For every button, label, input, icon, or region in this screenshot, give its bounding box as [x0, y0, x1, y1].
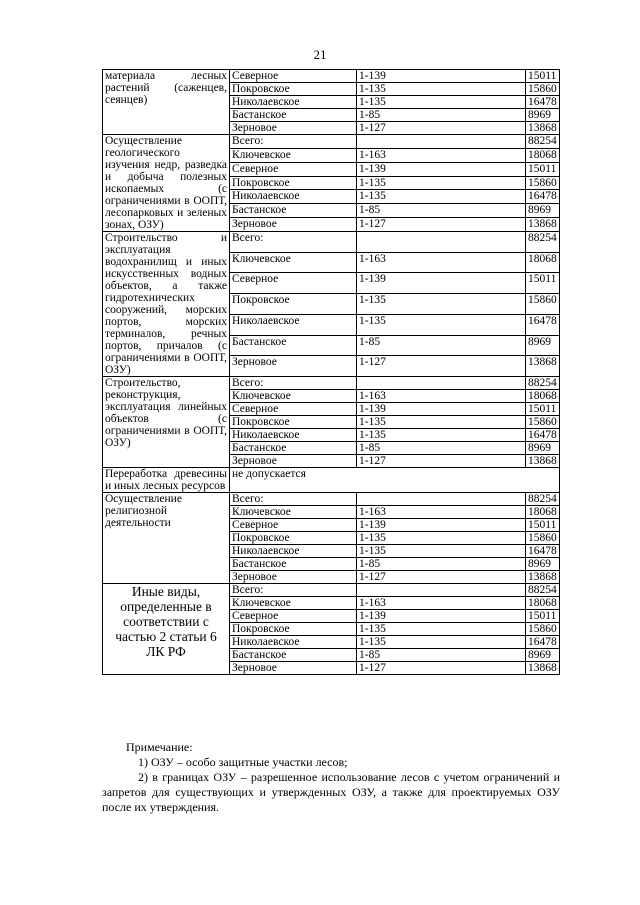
forest-use-table: [102, 69, 560, 675]
quarters-cell: 1-135: [357, 96, 526, 109]
quarters-cell: 1-135: [357, 176, 526, 190]
table-row: [103, 70, 560, 83]
note-item: 2) в границах ОЗУ – разрешенное использование лесов с учетом ограничений и запретов для существующих и утвержденных ОЗУ, а также для проектируемых ОЗУ после их утверждения.: [102, 770, 560, 814]
area-cell: 15011: [526, 70, 560, 83]
forestry-cell: Всего:: [230, 232, 357, 253]
area-cell: 13868: [526, 571, 560, 584]
forestry-cell: Ключевское: [230, 597, 357, 610]
area-cell: 88254: [526, 377, 560, 390]
area-cell: 8969: [526, 558, 560, 571]
quarters-cell: 1-85: [357, 649, 526, 662]
forestry-cell: Ключевское: [230, 506, 357, 519]
area-cell: 8969: [526, 204, 560, 218]
quarters-cell: 1-127: [357, 356, 526, 377]
forestry-cell: Бастанское: [230, 649, 357, 662]
table-row: [103, 493, 560, 506]
activity-cell: Строительство и эксплуатация водохранилищ и иных искусственных водных объектов, а также гидротехнических сооружений, морских портов, морских терминалов, речных портов, причалов (с ограничениями в ООПТ, ОЗУ): [103, 232, 230, 377]
forestry-cell: Николаевское: [230, 636, 357, 649]
area-cell: 15011: [526, 403, 560, 416]
forestry-cell: Покровское: [230, 83, 357, 96]
area-cell: 13868: [526, 218, 560, 232]
forestry-cell: Северное: [230, 273, 357, 294]
area-cell: 13868: [526, 662, 560, 675]
activity-cell: Осуществление религиозной деятельности: [103, 493, 230, 584]
quarters-cell: 1-163: [357, 148, 526, 162]
quarters-cell: 1-135: [357, 190, 526, 204]
area-cell: 18068: [526, 252, 560, 273]
quarters-cell: 1-127: [357, 122, 526, 135]
forestry-cell: Зерновое: [230, 218, 357, 232]
notes-title: Примечание:: [126, 740, 193, 754]
forestry-cell: Ключевское: [230, 390, 357, 403]
quarters-cell: 1-135: [357, 416, 526, 429]
area-cell: 18068: [526, 506, 560, 519]
quarters-cell: [357, 232, 526, 253]
activity-cell: Строительство, реконструкция, эксплуатация линейных объектов (с ограничениями в ООПТ, ОЗУ): [103, 377, 230, 468]
table-row: [103, 468, 560, 493]
quarters-cell: 1-139: [357, 403, 526, 416]
quarters-cell: 1-139: [357, 162, 526, 176]
area-cell: 15860: [526, 532, 560, 545]
quarters-cell: 1-135: [357, 623, 526, 636]
area-cell: 15860: [526, 294, 560, 315]
area-cell: 15860: [526, 83, 560, 96]
area-cell: 8969: [526, 442, 560, 455]
forestry-cell: Покровское: [230, 623, 357, 636]
area-cell: 16478: [526, 96, 560, 109]
area-cell: 8969: [526, 335, 560, 356]
area-cell: 15011: [526, 273, 560, 294]
quarters-cell: 1-127: [357, 662, 526, 675]
quarters-cell: 1-135: [357, 545, 526, 558]
table-row: [103, 584, 560, 597]
forestry-cell: Николаевское: [230, 429, 357, 442]
area-cell: 16478: [526, 429, 560, 442]
forestry-cell: Бастанское: [230, 335, 357, 356]
forestry-cell: Покровское: [230, 176, 357, 190]
forestry-cell: Николаевское: [230, 545, 357, 558]
area-cell: 88254: [526, 232, 560, 253]
area-cell: 16478: [526, 190, 560, 204]
quarters-cell: 1-85: [357, 204, 526, 218]
quarters-cell: 1-135: [357, 532, 526, 545]
forestry-cell: Всего:: [230, 377, 357, 390]
forestry-cell: Всего:: [230, 584, 357, 597]
forestry-cell: Покровское: [230, 416, 357, 429]
quarters-cell: 1-163: [357, 506, 526, 519]
forestry-cell: Николаевское: [230, 314, 357, 335]
activity-cell: Осуществление геологического изучения недр, разведка и добыча полезных ископаемых (с ограничениями в ООПТ, лесопарковых и зеленых зонах, ОЗУ): [103, 135, 230, 232]
forestry-cell: Зерновое: [230, 122, 357, 135]
table-row: [103, 135, 560, 149]
quarters-cell: [357, 584, 526, 597]
forestry-cell: Бастанское: [230, 109, 357, 122]
page-number: 21: [313, 47, 327, 62]
forestry-cell: Николаевское: [230, 190, 357, 204]
forestry-cell: Ключевское: [230, 148, 357, 162]
forestry-cell: Зерновое: [230, 662, 357, 675]
area-cell: 8969: [526, 109, 560, 122]
area-cell: 88254: [526, 135, 560, 149]
quarters-cell: 1-139: [357, 519, 526, 532]
forestry-cell: Северное: [230, 162, 357, 176]
quarters-cell: 1-163: [357, 597, 526, 610]
quarters-cell: 1-127: [357, 218, 526, 232]
table-row: [103, 377, 560, 390]
quarters-cell: 1-135: [357, 294, 526, 315]
forestry-cell: Бастанское: [230, 204, 357, 218]
quarters-cell: [357, 377, 526, 390]
area-cell: 13868: [526, 455, 560, 468]
area-cell: 88254: [526, 584, 560, 597]
quarters-cell: 1-163: [357, 252, 526, 273]
quarters-cell: [357, 135, 526, 149]
forestry-cell: Северное: [230, 610, 357, 623]
forestry-cell: Бастанское: [230, 558, 357, 571]
quarters-cell: 1-85: [357, 335, 526, 356]
note-cell: не допускается: [230, 468, 560, 493]
quarters-cell: 1-85: [357, 442, 526, 455]
quarters-cell: 1-139: [357, 70, 526, 83]
area-cell: 18068: [526, 597, 560, 610]
quarters-cell: 1-127: [357, 455, 526, 468]
forestry-cell: Покровское: [230, 532, 357, 545]
forestry-cell: Зерновое: [230, 571, 357, 584]
forestry-cell: Северное: [230, 403, 357, 416]
area-cell: 15860: [526, 623, 560, 636]
quarters-cell: 1-85: [357, 109, 526, 122]
area-cell: 15011: [526, 610, 560, 623]
forestry-cell: Всего:: [230, 493, 357, 506]
activity-cell: материала лесных растений (саженцев, сеянцев): [103, 70, 230, 135]
quarters-cell: 1-139: [357, 610, 526, 623]
area-cell: 15860: [526, 176, 560, 190]
area-cell: 88254: [526, 493, 560, 506]
forestry-cell: Ключевское: [230, 252, 357, 273]
quarters-cell: 1-139: [357, 273, 526, 294]
quarters-cell: 1-135: [357, 429, 526, 442]
quarters-cell: 1-135: [357, 636, 526, 649]
quarters-cell: [357, 493, 526, 506]
area-cell: 15011: [526, 519, 560, 532]
forestry-cell: Бастанское: [230, 442, 357, 455]
forestry-cell: Зерновое: [230, 455, 357, 468]
area-cell: 18068: [526, 390, 560, 403]
area-cell: 15011: [526, 162, 560, 176]
forestry-cell: Николаевское: [230, 96, 357, 109]
area-cell: 13868: [526, 356, 560, 377]
quarters-cell: 1-85: [357, 558, 526, 571]
forestry-cell: Северное: [230, 519, 357, 532]
area-cell: 16478: [526, 314, 560, 335]
area-cell: 15860: [526, 416, 560, 429]
area-cell: 18068: [526, 148, 560, 162]
forestry-cell: Всего:: [230, 135, 357, 149]
notes-section: [102, 740, 560, 815]
note-item: 1) ОЗУ – особо защитные участки лесов;: [138, 755, 348, 769]
table-row: [103, 232, 560, 253]
forestry-cell: Северное: [230, 70, 357, 83]
area-cell: 16478: [526, 636, 560, 649]
activity-cell: Переработка древесины и иных лесных ресурсов: [103, 468, 230, 493]
quarters-cell: 1-135: [357, 83, 526, 96]
quarters-cell: 1-127: [357, 571, 526, 584]
area-cell: 16478: [526, 545, 560, 558]
quarters-cell: 1-163: [357, 390, 526, 403]
quarters-cell: 1-135: [357, 314, 526, 335]
forestry-cell: Покровское: [230, 294, 357, 315]
forestry-cell: Зерновое: [230, 356, 357, 377]
area-cell: 13868: [526, 122, 560, 135]
area-cell: 8969: [526, 649, 560, 662]
activity-cell: Иные виды, определенные в соответствии с частью 2 статьи 6 ЛК РФ: [103, 584, 230, 675]
